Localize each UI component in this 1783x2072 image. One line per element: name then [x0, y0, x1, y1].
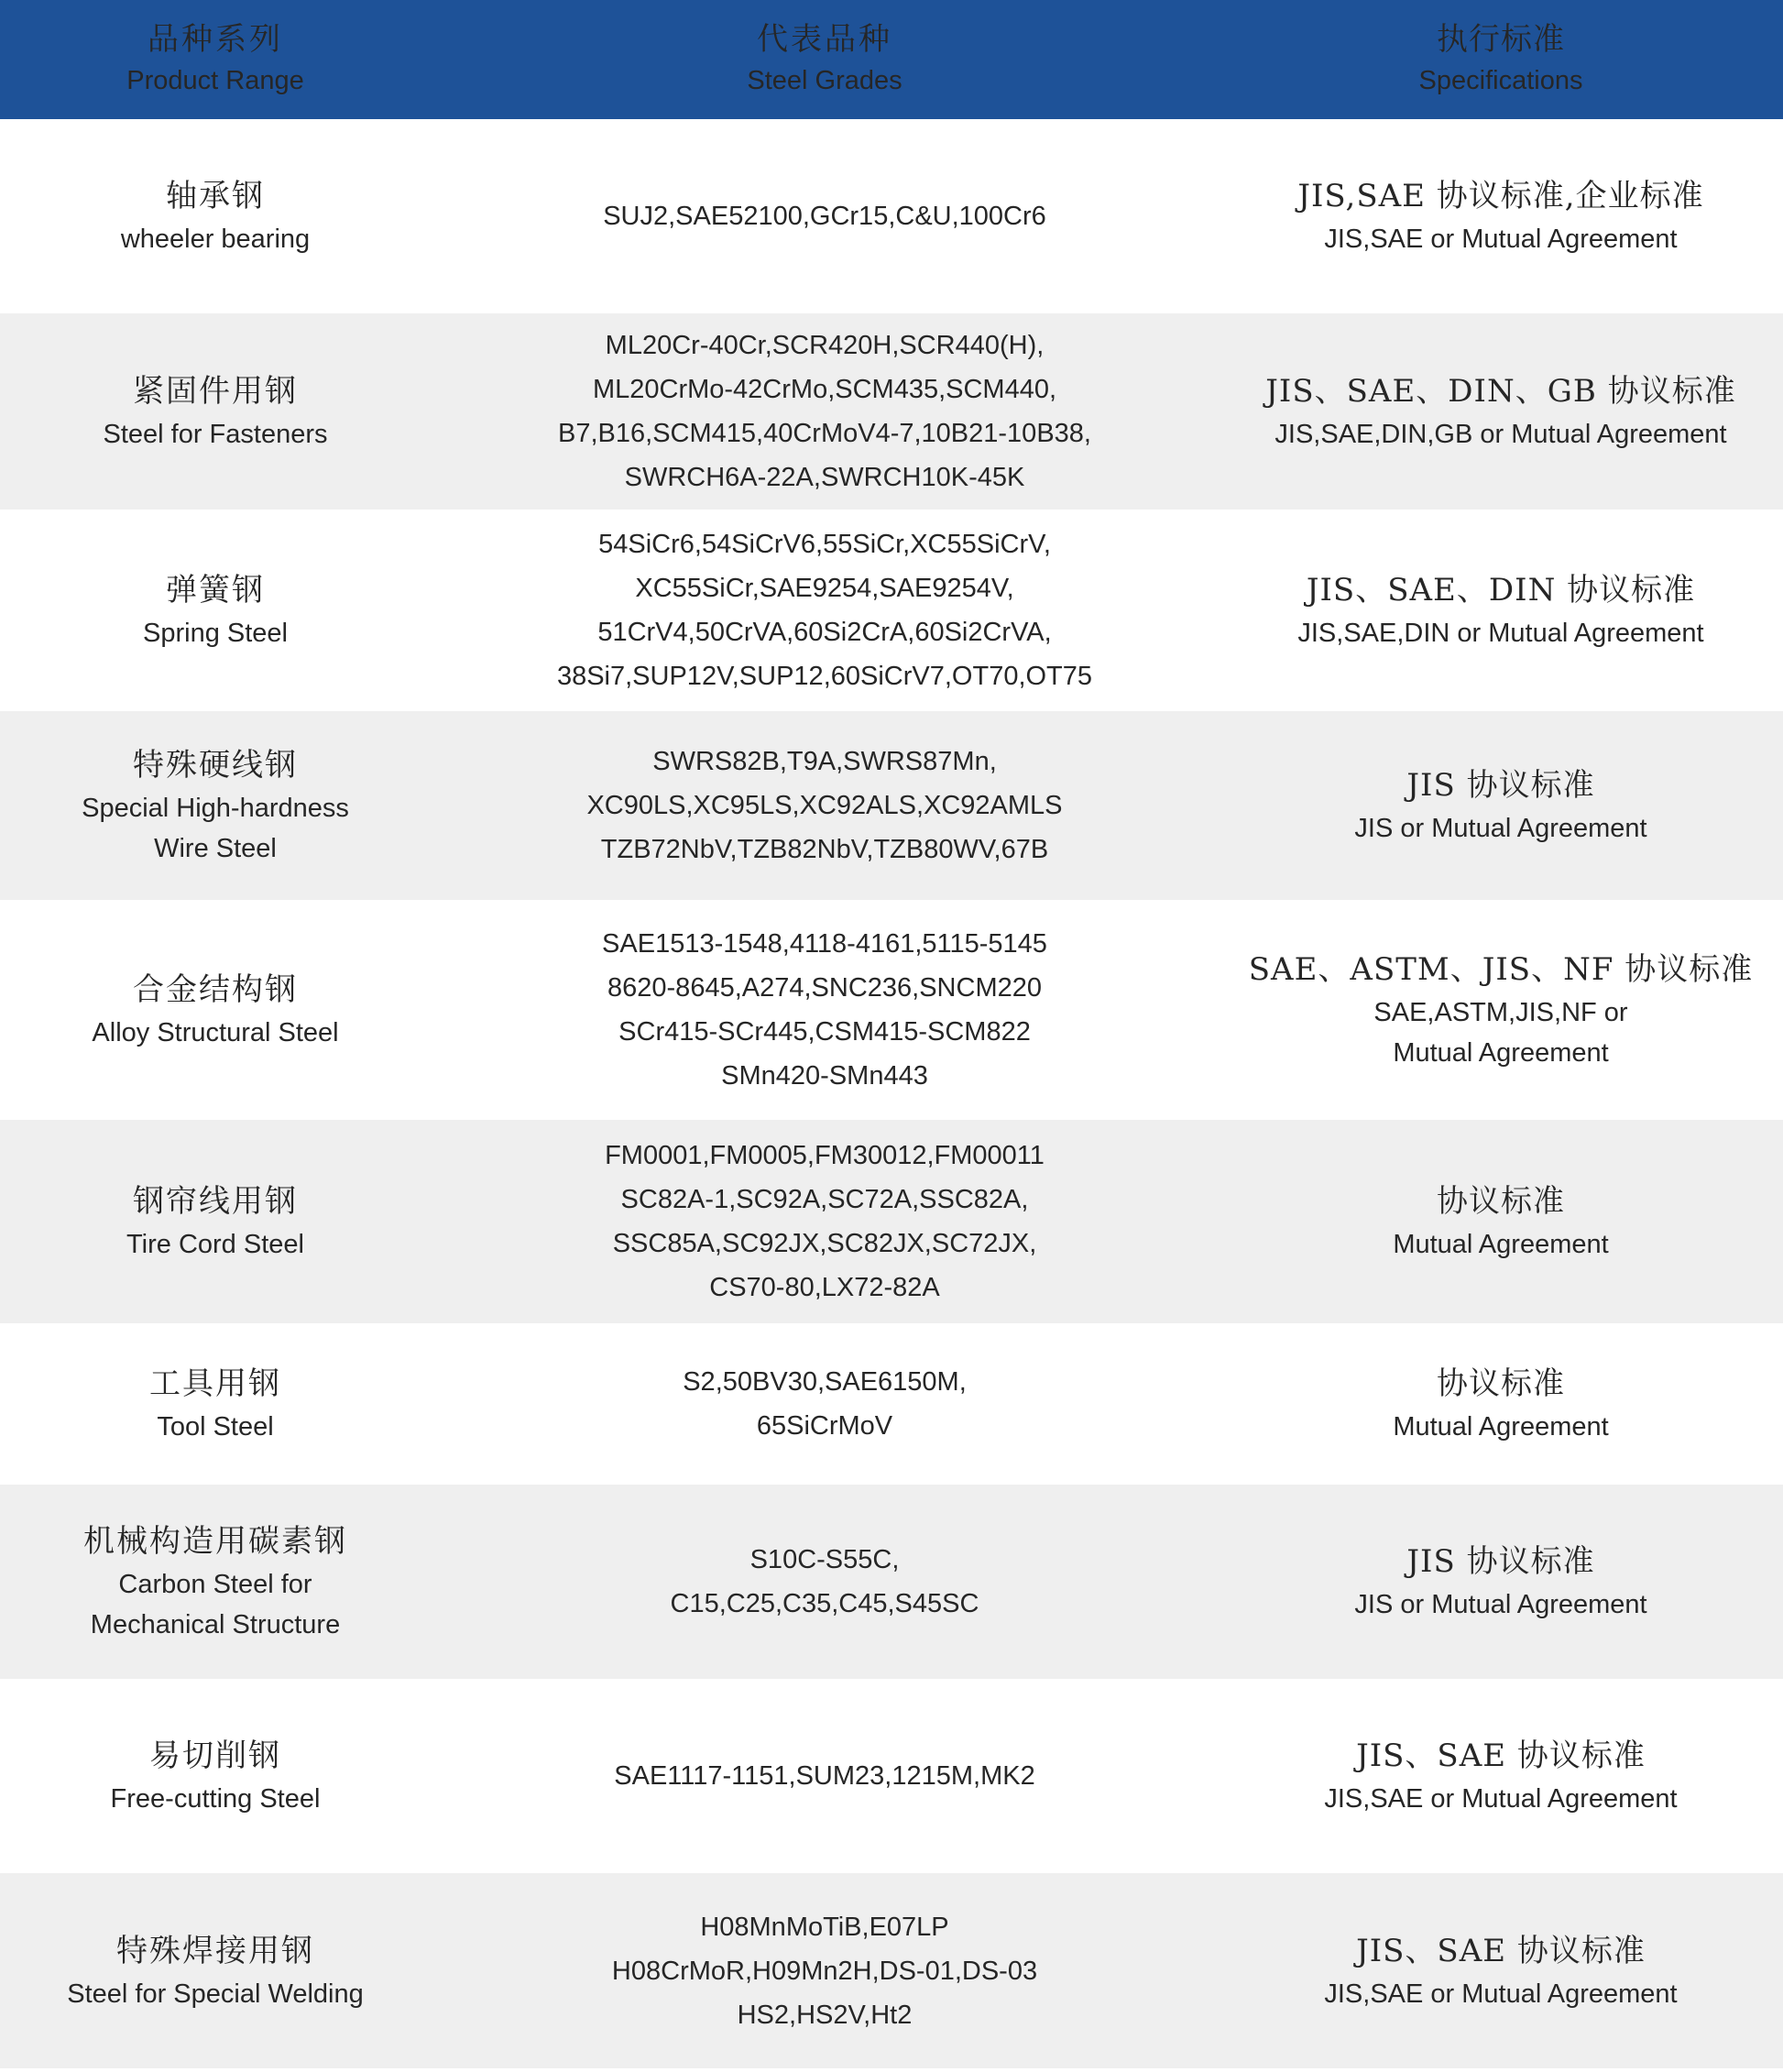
product-range-cell — [0, 119, 431, 313]
product-range-cell — [0, 900, 431, 1120]
steel-grade-line: B7,B16,SCM415,40CrMoV4-7,10B21-10B38, — [558, 419, 1091, 448]
product-range-en: Carbon Steel for — [118, 1570, 312, 1599]
steel-grade-line: 51CrV4,50CrVA,60Si2CrA,60Si2CrVA, — [597, 618, 1052, 647]
product-range-en: Steel for Special Welding — [67, 1979, 364, 2009]
specification-en: SAE,ASTM,JIS,NF or — [1373, 998, 1628, 1027]
specification-zh: JIS、SAE 协议标准 — [1356, 1932, 1646, 1969]
product-range-cell — [0, 1120, 431, 1323]
steel-grades-cell — [431, 1120, 1219, 1323]
steel-grade-line: SMn420-SMn443 — [721, 1061, 928, 1091]
header-range-zh: 品种系列 — [148, 21, 283, 58]
steel-grade-line: SAE1513-1548,4118-4161,5115-5145 — [602, 929, 1047, 959]
product-range-en: Tire Cord Steel — [126, 1230, 304, 1259]
product-range-en: Free-cutting Steel — [110, 1784, 321, 1814]
table-row — [0, 1323, 1783, 1485]
steel-grade-line: ML20CrMo-42CrMo,SCM435,SCM440, — [592, 375, 1057, 404]
header-grades-en: Steel Grades — [747, 66, 902, 95]
steel-grades-cell — [431, 1679, 1219, 1873]
specification-zh: JIS、SAE 协议标准 — [1356, 1738, 1646, 1774]
table-row — [0, 1120, 1783, 1323]
table-row — [0, 900, 1783, 1120]
header-specifications — [1219, 0, 1783, 119]
steel-grade-line: SSC85A,SC92JX,SC82JX,SC72JX, — [612, 1229, 1037, 1258]
steel-grade-line: 38Si7,SUP12V,SUP12,60SiCrV7,OT70,OT75 — [556, 662, 1093, 691]
product-range-en: Spring Steel — [143, 619, 288, 648]
steel-grades-cell — [431, 1485, 1219, 1679]
header-steel-grades — [431, 0, 1219, 119]
product-range-en: Alloy Structural Steel — [92, 1018, 339, 1047]
specification-cell — [1219, 313, 1783, 510]
table-body — [0, 119, 1783, 2068]
specification-zh: JIS,SAE 协议标准,企业标准 — [1297, 178, 1704, 214]
steel-grades-cell — [431, 510, 1219, 711]
steel-grade-line: H08CrMoR,H09Mn2H,DS-01,DS-03 — [611, 1956, 1038, 1986]
specification-cell — [1219, 900, 1783, 1120]
specification-zh: JIS、SAE、DIN、GB 协议标准 — [1265, 373, 1736, 410]
product-range-zh: 易切削钢 — [149, 1738, 281, 1774]
specification-zh: JIS 协议标准 — [1406, 767, 1595, 804]
steel-grade-line: SUJ2,SAE52100,GCr15,C&U,100Cr6 — [603, 202, 1046, 231]
specification-cell — [1219, 1873, 1783, 2068]
specification-zh: 协议标准 — [1437, 1365, 1565, 1402]
header-spec-en: Specifications — [1418, 66, 1583, 95]
product-range-en: Tool Steel — [157, 1412, 274, 1442]
product-range-en: Steel for Fasteners — [103, 420, 328, 449]
product-range-cell — [0, 1323, 431, 1485]
steel-grade-line: SC82A-1,SC92A,SC72A,SSC82A, — [620, 1185, 1029, 1214]
specification-cell — [1219, 711, 1783, 900]
product-range-cell — [0, 1873, 431, 2068]
steel-grades-cell — [431, 711, 1219, 900]
header-spec-zh: 执行标准 — [1437, 21, 1565, 58]
steel-grade-line: S10C-S55C, — [749, 1545, 900, 1574]
product-range-zh: 特殊焊接用钢 — [116, 1932, 314, 1969]
specification-en: Mutual Agreement — [1393, 1230, 1609, 1259]
product-range-zh: 弹簧钢 — [166, 572, 265, 608]
table-row — [0, 1873, 1783, 2068]
specification-en: JIS,SAE,DIN or Mutual Agreement — [1297, 619, 1704, 648]
steel-grade-line: ML20Cr-40Cr,SCR420H,SCR440(H), — [605, 331, 1045, 360]
steel-grade-line: TZB72NbV,TZB82NbV,TZB80WV,67B — [600, 835, 1049, 864]
product-range-zh: 钢帘线用钢 — [133, 1183, 298, 1220]
product-range-en: Wire Steel — [154, 834, 277, 863]
steel-grades-cell — [431, 313, 1219, 510]
product-range-cell — [0, 711, 431, 900]
table-row — [0, 510, 1783, 711]
table-row — [0, 119, 1783, 313]
steel-grade-line: SAE1117-1151,SUM23,1215M,MK2 — [614, 1761, 1035, 1791]
specification-cell — [1219, 1485, 1783, 1679]
specification-en: JIS or Mutual Agreement — [1354, 1590, 1647, 1619]
product-range-en: Mechanical Structure — [90, 1610, 341, 1639]
steel-grade-line: 8620-8645,A274,SNC236,SNCM220 — [607, 973, 1042, 1003]
specification-zh: SAE、ASTM、JIS、NF 协议标准 — [1248, 951, 1754, 988]
steel-grade-line: 65SiCrMoV — [756, 1411, 893, 1441]
steel-grade-line: C15,C25,C35,C45,S45SC — [670, 1589, 979, 1618]
product-range-zh: 特殊硬线钢 — [133, 747, 298, 784]
table-row — [0, 1679, 1783, 1873]
product-range-zh: 轴承钢 — [166, 178, 265, 214]
steel-grades-cell — [431, 1873, 1219, 2068]
header-grades-zh: 代表品种 — [757, 21, 892, 58]
specification-en: JIS,SAE or Mutual Agreement — [1324, 225, 1678, 254]
specification-en: JIS,SAE,DIN,GB or Mutual Agreement — [1274, 420, 1727, 449]
specification-zh: 协议标准 — [1437, 1183, 1565, 1220]
specification-cell — [1219, 510, 1783, 711]
product-range-zh: 工具用钢 — [149, 1365, 281, 1402]
steel-grade-line: XC90LS,XC95LS,XC92ALS,XC92AMLS — [586, 791, 1063, 820]
steel-grades-cell — [431, 900, 1219, 1120]
product-range-zh: 合金结构钢 — [133, 971, 298, 1008]
specification-zh: JIS 协议标准 — [1406, 1543, 1595, 1580]
steel-grade-line: FM0001,FM0005,FM30012,FM00011 — [605, 1141, 1045, 1170]
product-range-zh: 紧固件用钢 — [133, 373, 298, 410]
product-range-cell — [0, 1679, 431, 1873]
header-range-en: Product Range — [126, 66, 304, 95]
specification-zh: JIS、SAE、DIN 协议标准 — [1306, 572, 1696, 608]
product-range-zh: 机械构造用碳素钢 — [83, 1523, 347, 1560]
specification-en: JIS or Mutual Agreement — [1354, 814, 1647, 843]
specification-en: Mutual Agreement — [1393, 1038, 1609, 1068]
specification-cell — [1219, 1323, 1783, 1485]
steel-grade-line: HS2,HS2V,Ht2 — [737, 2000, 913, 2030]
product-range-cell — [0, 1485, 431, 1679]
product-range-cell — [0, 510, 431, 711]
product-range-en: Special High-hardness — [82, 794, 349, 823]
steel-grade-line: SCr415-SCr445,CSM415-SCM822 — [618, 1017, 1031, 1047]
steel-grade-line: H08MnMoTiB,E07LP — [700, 1912, 949, 1942]
table-row — [0, 313, 1783, 510]
specification-cell — [1219, 119, 1783, 313]
steel-grades-cell — [431, 1323, 1219, 1485]
steel-grade-line: XC55SiCr,SAE9254,SAE9254V, — [635, 574, 1014, 603]
steel-grade-line: SWRCH6A-22A,SWRCH10K-45K — [624, 463, 1025, 492]
steel-grade-line: SWRS82B,T9A,SWRS87Mn, — [652, 747, 997, 776]
product-range-cell — [0, 313, 431, 510]
steel-grade-line: 54SiCr6,54SiCrV6,55SiCr,XC55SiCrV, — [598, 530, 1051, 559]
specification-en: JIS,SAE or Mutual Agreement — [1324, 1979, 1678, 2009]
steel-grade-line: CS70-80,LX72-82A — [709, 1273, 940, 1302]
table-row — [0, 711, 1783, 900]
specification-en: JIS,SAE or Mutual Agreement — [1324, 1784, 1678, 1814]
table-header — [0, 0, 1783, 119]
product-range-en: wheeler bearing — [120, 225, 311, 254]
specification-en: Mutual Agreement — [1393, 1412, 1609, 1442]
header-product-range — [0, 0, 431, 119]
specification-cell — [1219, 1120, 1783, 1323]
table-row — [0, 1485, 1783, 1679]
steel-grade-line: S2,50BV30,SAE6150M, — [683, 1367, 967, 1397]
specification-cell — [1219, 1679, 1783, 1873]
steel-grades-cell — [431, 119, 1219, 313]
